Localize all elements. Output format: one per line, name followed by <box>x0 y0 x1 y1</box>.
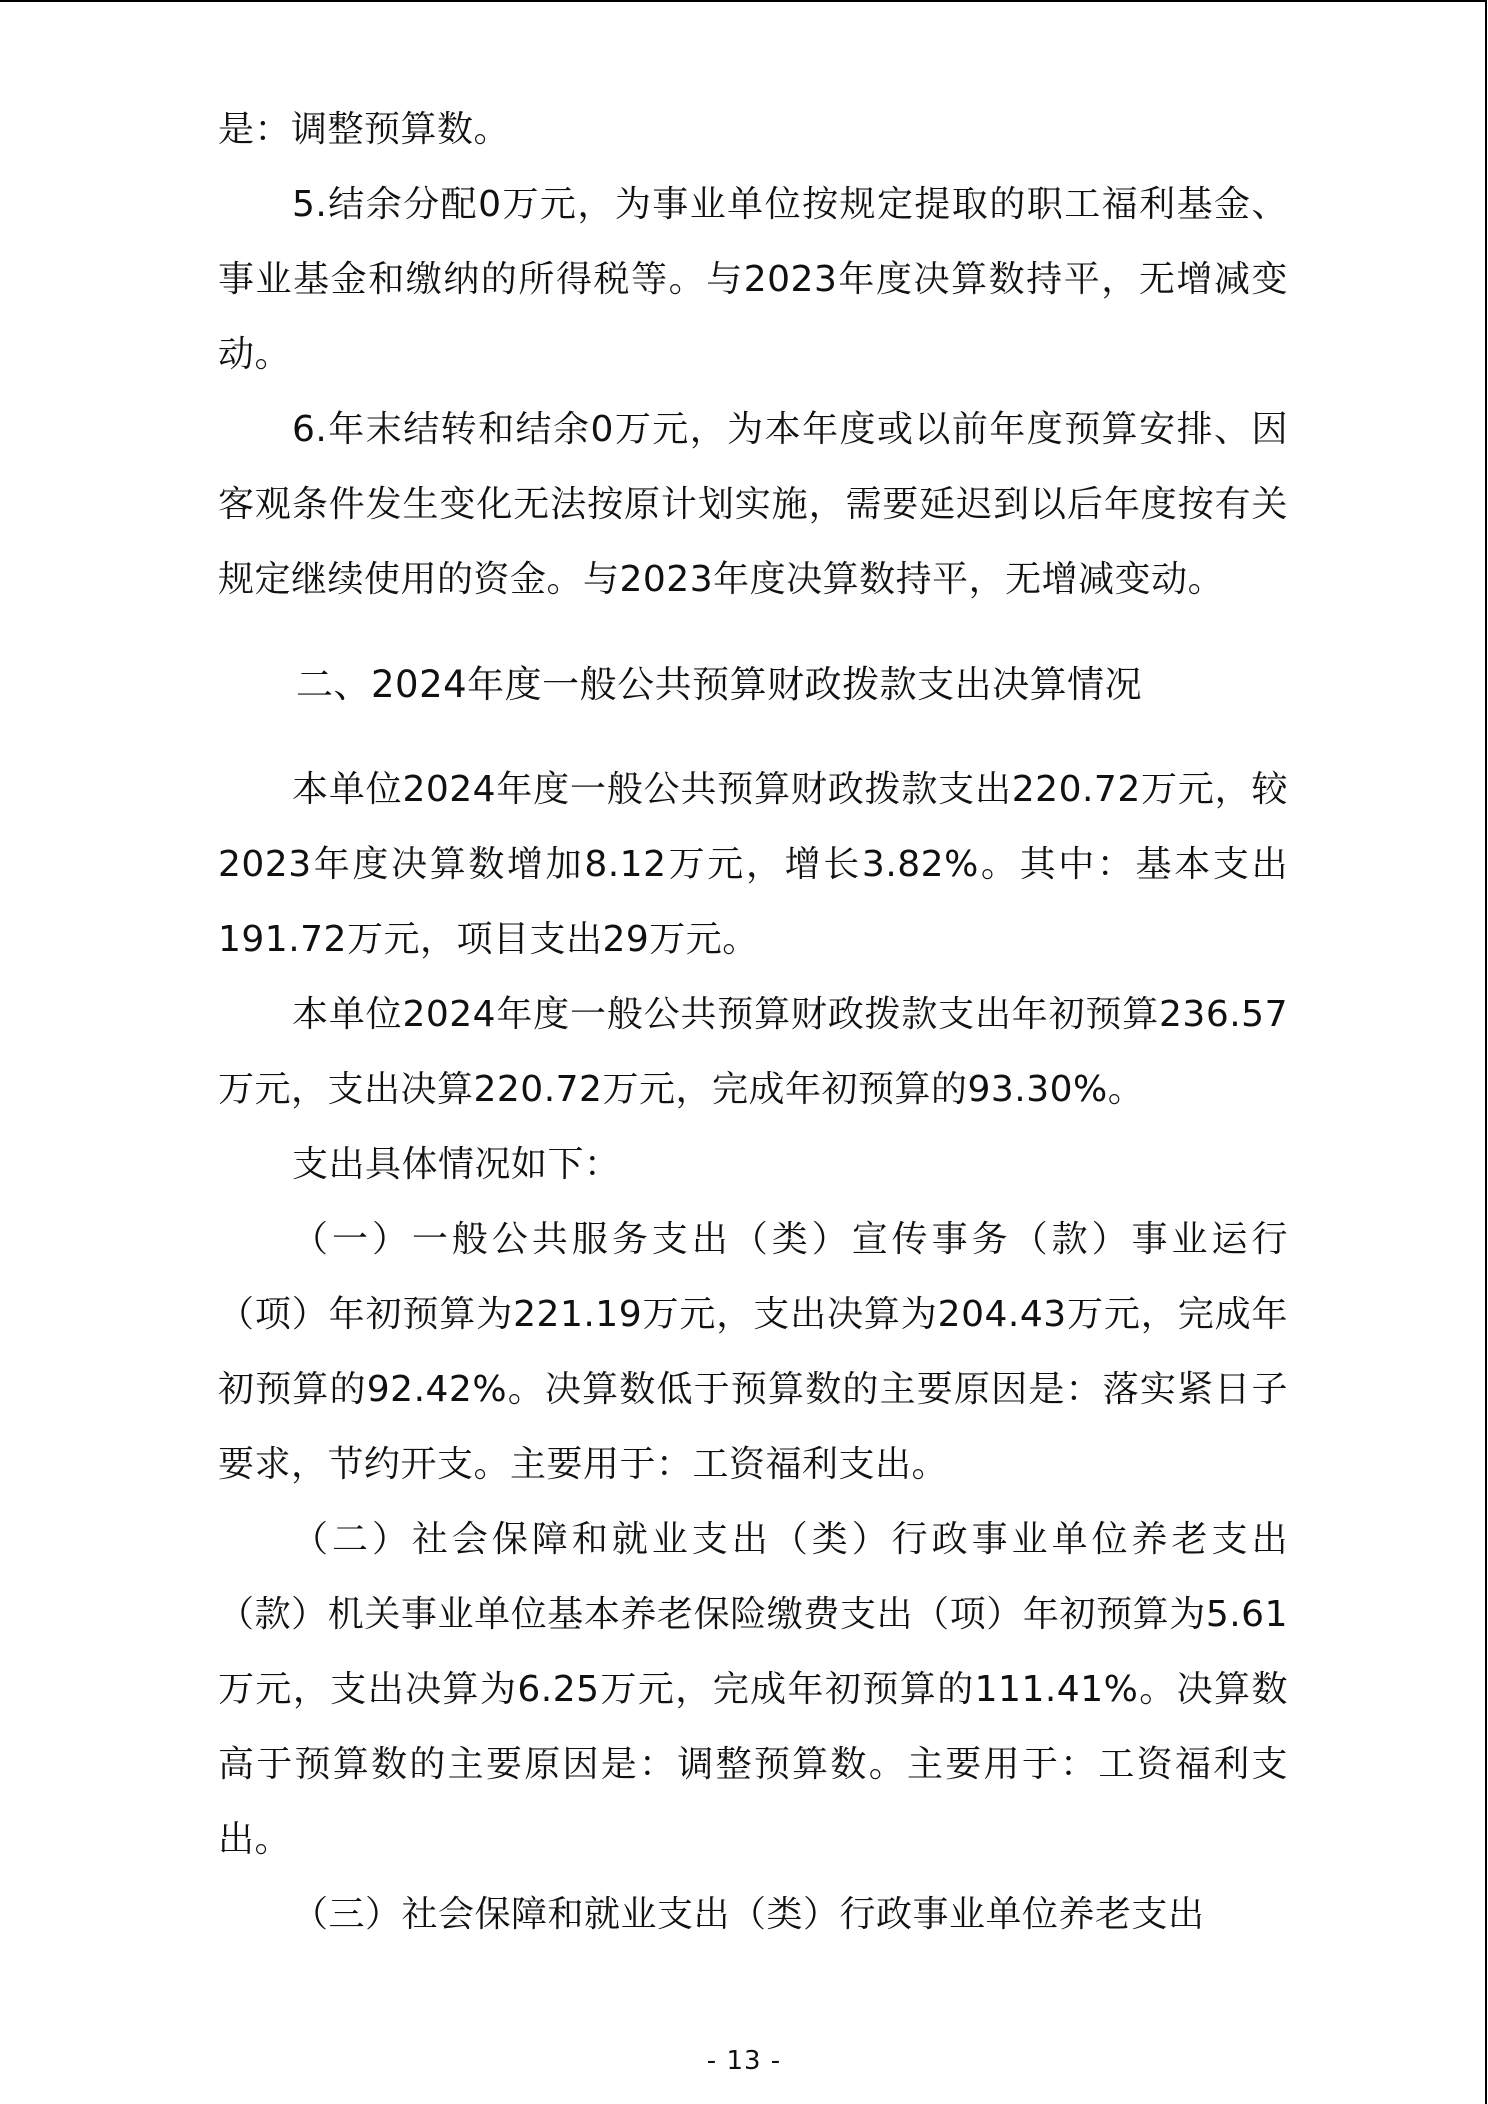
paragraph-item-one: （一）一般公共服务支出（类）宣传事务（款）事业运行（项）年初预算为221.19万元，支出决算为204.43万元，完成年初预算的92.42%。决算数低于预算数的主要原因是：落实紧日子要求，节约开支。主要用于：工资福利支出。 <box>218 1219 1288 1485</box>
paragraph-expenditure-total: 本单位2024年度一般公共预算财政拨款支出220.72万元，较2023年度决算数增加8.12万元，增长3.82%。其中：基本支出191.72万元，项目支出29万元。 <box>218 769 1288 960</box>
paragraph-budget-completion: 本单位2024年度一般公共预算财政拨款支出年初预算236.57万元，支出决算220.72万元，完成年初预算的93.30%。 <box>218 994 1288 1110</box>
paragraph-item-two: （二）社会保障和就业支出（类）行政事业单位养老支出（款）机关事业单位基本养老保险缴费支出（项）年初预算为5.61万元，支出决算为6.25万元，完成年初预算的111.41%。决算数高于预算数的主要原因是：调整预算数。主要用于：工资福利支出。 <box>218 1519 1288 1860</box>
section-heading: 二、2024年度一般公共预算财政拨款支出决算情况 <box>296 663 1143 706</box>
document-body <box>218 92 1288 1952</box>
paragraph-surplus-distribution: 5.结余分配0万元，为事业单位按规定提取的职工福利基金、事业基金和缴纳的所得税等。与2023年度决算数持平，无增减变动。 <box>218 184 1288 375</box>
paragraph-details-intro: 支出具体情况如下： <box>292 1144 621 1185</box>
page-number: - 13 - <box>706 2046 782 2076</box>
paragraph-item-three: （三）社会保障和就业支出（类）行政事业单位养老支出 <box>292 1894 1205 1935</box>
paragraph-continuation: 是：调整预算数。 <box>218 109 511 150</box>
paragraph-year-end-carryover: 6.年末结转和结余0万元，为本年度或以前年度预算安排、因客观条件发生变化无法按原计划实施，需要延迟到以后年度按有关规定继续使用的资金。与2023年度决算数持平，无增减变动。 <box>218 409 1288 600</box>
